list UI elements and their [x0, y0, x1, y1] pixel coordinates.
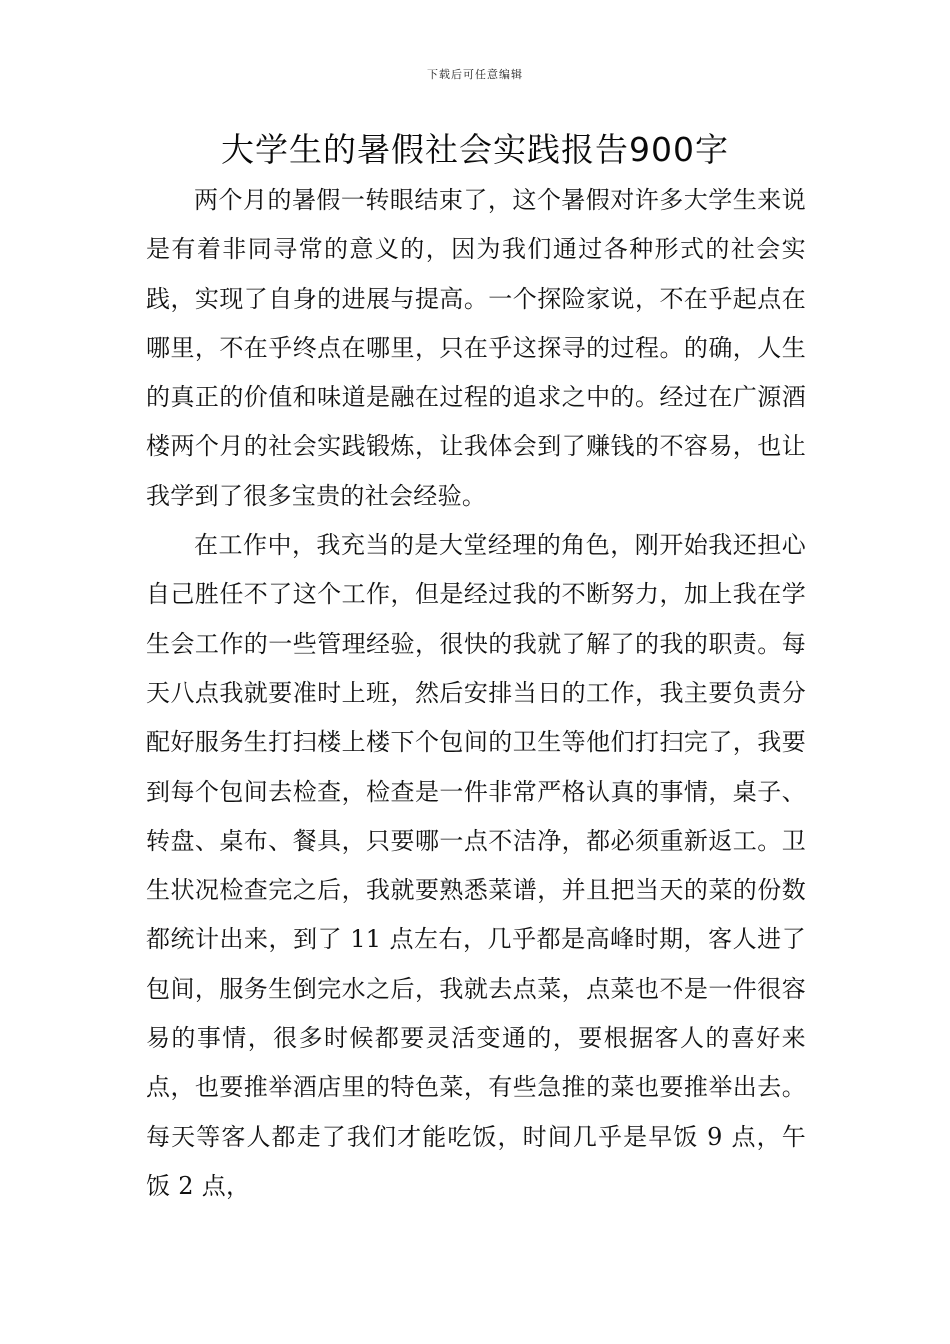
paragraph-intro: 两个月的暑假一转眼结束了，这个暑假对许多大学生来说是有着非同寻常的意义的，因为我们通过各种形式的社会实践，实现了自身的进展与提高。一个探险家说，不在乎起点在哪里，不在乎终点在哪里，只在乎这探寻的过程。的确，人生的真正的价值和味道是融在过程的追求之中的。经过在广源酒楼两个月的社会实践锻炼，让我体会到了赚钱的不容易，也让我学到了很多宝贵的社会经验。: [146, 186, 806, 510]
page-header-note: 下载后可任意编辑: [427, 68, 523, 81]
document-body: [146, 176, 806, 1211]
document-title: 大学生的暑假社会实践报告900字: [221, 130, 729, 169]
paragraph-work: 在工作中，我充当的是大堂经理的角色，刚开始我还担心自己胜任不了这个工作，但是经过我的不断努力，加上我在学生会工作的一些管理经验，很快的我就了解了的我的职责。每天八点我就要准时上班，然后安排当日的工作，我主要负责分配好服务生打扫楼上楼下个包间的卫生等他们打扫完了，我要到每个包间去检查，检查是一件非常严格认真的事情，桌子、转盘、桌布、餐具，只要哪一点不洁净，都必须重新返工。卫生状况检查完之后，我就要熟悉菜谱，并且把当天的菜的份数都统计出来，到了 11 点左右，几乎都是高峰时期，客人进了包间，服务生倒完水之后，我就去点菜，点菜也不是一件很容易的事情，很多时候都要灵活变通的，要根据客人的喜好来点，也要推举酒店里的特色菜，有些急推的菜也要推举出去。每天等客人都走了我们才能吃饭，时间几乎是早饭 9 点，午饭 2 点，: [146, 531, 806, 1200]
